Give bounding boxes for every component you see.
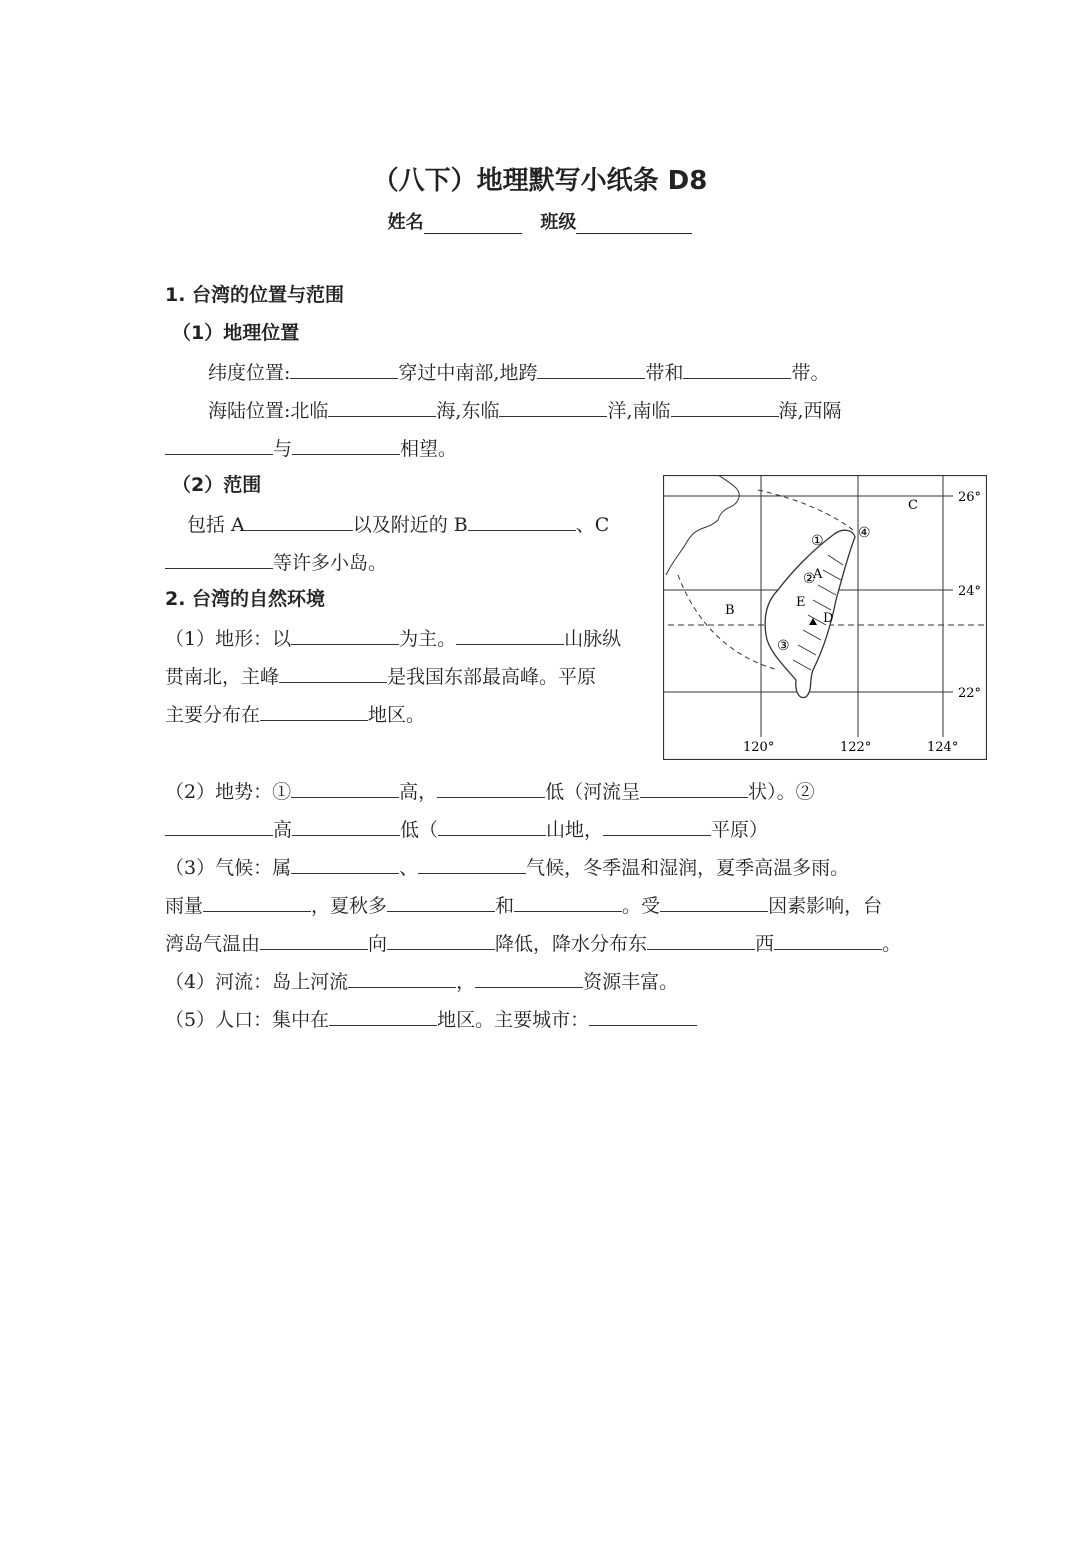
line-text: 高， xyxy=(399,781,438,803)
fill-in-blank[interactable] xyxy=(683,356,791,379)
class-label: 班级 xyxy=(540,212,577,233)
fill-in-blank[interactable] xyxy=(647,927,755,950)
name-label: 姓名 xyxy=(387,212,424,233)
line-text: 与 xyxy=(273,438,293,460)
fill-in-blank[interactable] xyxy=(660,889,768,912)
line-text: （5）人口：集中在 xyxy=(165,1009,330,1031)
line-text: 带和 xyxy=(645,362,684,384)
fill-in-blank[interactable] xyxy=(774,927,882,950)
line-text: 洋,南临 xyxy=(607,400,671,422)
taiwan-map xyxy=(663,475,987,760)
fill-in-blank[interactable] xyxy=(387,889,495,912)
name-class-row xyxy=(0,208,1080,234)
line-text: 气候，冬季温和湿润，夏季高温多雨。 xyxy=(526,857,850,879)
worksheet-line xyxy=(165,927,901,957)
line-text: （1）地形：以 xyxy=(165,628,292,650)
fill-in-blank[interactable] xyxy=(165,813,273,836)
line-text: 带。 xyxy=(791,362,830,384)
line-text: 为主。 xyxy=(399,628,457,650)
fill-in-blank[interactable] xyxy=(671,394,779,417)
line-text: 降低，降水分布东 xyxy=(495,933,648,955)
line-text: 海,西隔 xyxy=(778,400,842,422)
fill-in-blank[interactable] xyxy=(603,813,711,836)
worksheet-line xyxy=(165,698,425,728)
fill-in-blank[interactable] xyxy=(514,889,622,912)
fill-in-blank[interactable] xyxy=(328,394,436,417)
fill-in-blank[interactable] xyxy=(245,508,353,531)
line-text: 。 xyxy=(882,933,902,955)
fill-in-blank[interactable] xyxy=(438,813,546,836)
fill-in-blank[interactable] xyxy=(640,775,748,798)
line-text: 低（ xyxy=(400,819,439,841)
class-field[interactable] xyxy=(576,213,692,234)
line-text: 等许多小岛。 xyxy=(273,552,388,574)
line-text: 湾岛气温由 xyxy=(165,933,261,955)
line-text: 西 xyxy=(755,933,775,955)
lat-26: 26° xyxy=(958,490,982,505)
line-text: （1）地理位置 xyxy=(172,322,300,344)
lon-120: 120° xyxy=(743,740,775,755)
line-text: 包括 A xyxy=(187,514,245,536)
line-text: 相望。 xyxy=(400,438,458,460)
fill-in-blank[interactable] xyxy=(292,813,400,836)
marker-4: ④ xyxy=(858,525,871,541)
line-text: 。受 xyxy=(622,895,661,917)
label-D: D xyxy=(823,611,834,626)
worksheet-line xyxy=(165,584,325,614)
line-text: 平原） xyxy=(711,819,769,841)
fill-in-blank[interactable] xyxy=(165,432,273,455)
fill-in-blank[interactable] xyxy=(292,432,400,455)
fill-in-blank[interactable] xyxy=(260,698,368,721)
line-text: 海陆位置:北临 xyxy=(208,400,329,422)
line-text: （2）地势：① xyxy=(165,781,292,803)
fill-in-blank[interactable] xyxy=(537,356,645,379)
line-text: 纬度位置: xyxy=(208,362,291,384)
label-E: E xyxy=(796,595,806,610)
line-text: 2. 台湾的自然环境 xyxy=(165,588,326,610)
worksheet-line xyxy=(165,280,344,310)
fill-in-blank[interactable] xyxy=(456,622,564,645)
worksheet-line xyxy=(172,470,261,500)
worksheet-line xyxy=(208,356,829,386)
lat-24: 24° xyxy=(958,584,982,599)
label-A: A xyxy=(813,567,823,582)
fill-in-blank[interactable] xyxy=(348,965,456,988)
worksheet-line xyxy=(165,622,621,652)
fill-in-blank[interactable] xyxy=(260,927,368,950)
fill-in-blank[interactable] xyxy=(589,1003,697,1026)
line-text: 是我国东部最高峰。平原 xyxy=(387,666,597,688)
marker-1: ① xyxy=(811,533,824,549)
worksheet-line xyxy=(165,851,849,881)
line-text: 山地， xyxy=(546,819,604,841)
worksheet-line xyxy=(165,965,678,995)
worksheet-line xyxy=(165,1003,697,1033)
line-text: 高 xyxy=(273,819,293,841)
line-text: 主要分布在 xyxy=(165,704,261,726)
label-C: C xyxy=(908,498,918,513)
fill-in-blank[interactable] xyxy=(418,851,526,874)
line-text: 贯南北，主峰 xyxy=(165,666,280,688)
worksheet-line xyxy=(172,318,299,348)
fill-in-blank[interactable] xyxy=(203,889,311,912)
line-text: 以及附近的 B xyxy=(352,514,468,536)
line-text: 向 xyxy=(368,933,388,955)
line-text: （3）气候：属 xyxy=(165,857,292,879)
worksheet-line xyxy=(165,889,882,919)
worksheet-line xyxy=(187,508,609,538)
fill-in-blank[interactable] xyxy=(437,775,545,798)
fill-in-blank[interactable] xyxy=(468,508,576,531)
line-text: 雨量 xyxy=(165,895,204,917)
line-text: （4）河流：岛上河流 xyxy=(165,971,349,993)
line-text: 、 xyxy=(399,857,419,879)
fill-in-blank[interactable] xyxy=(499,394,607,417)
line-text: ，夏秋多 xyxy=(311,895,388,917)
line-text: 山脉纵 xyxy=(564,628,622,650)
line-text: 地区。 xyxy=(368,704,426,726)
line-text: 因素影响，台 xyxy=(768,895,883,917)
taiwan-island xyxy=(765,530,855,697)
label-B: B xyxy=(725,603,735,618)
worksheet-line xyxy=(165,432,457,462)
worksheet-line xyxy=(208,394,842,424)
fill-in-blank[interactable] xyxy=(291,775,399,798)
fill-in-blank[interactable] xyxy=(290,356,398,379)
line-text: 状）。② xyxy=(748,781,815,803)
mainland-coast xyxy=(666,475,739,575)
line-text: 海,东临 xyxy=(436,400,500,422)
fill-in-blank[interactable] xyxy=(475,965,583,988)
line-text: 资源丰富。 xyxy=(583,971,679,993)
page-title: （八下）地理默写小纸条 D8 xyxy=(372,166,708,196)
lon-124: 124° xyxy=(927,740,959,755)
lon-122: 122° xyxy=(840,740,872,755)
line-text: 和 xyxy=(495,895,515,917)
name-field[interactable] xyxy=(424,213,522,234)
line-text: 、C xyxy=(575,514,610,536)
marker-3: ③ xyxy=(777,638,790,654)
fill-in-blank[interactable] xyxy=(291,851,399,874)
worksheet-line xyxy=(165,813,768,843)
lat-22: 22° xyxy=(958,686,982,701)
line-text: ， xyxy=(456,971,476,993)
line-text: 低（河流呈 xyxy=(545,781,641,803)
line-text: 穿过中南部,地跨 xyxy=(398,362,538,384)
line-text: 地区。主要城市： xyxy=(437,1009,590,1031)
worksheet-line xyxy=(165,660,596,690)
fill-in-blank[interactable] xyxy=(279,660,387,683)
line-text: （2）范围 xyxy=(172,474,262,496)
marker-2: ② xyxy=(803,571,816,587)
worksheet-line xyxy=(165,775,815,805)
fill-in-blank[interactable] xyxy=(165,546,273,569)
fill-in-blank[interactable] xyxy=(329,1003,437,1026)
worksheet-line xyxy=(165,546,387,576)
fill-in-blank[interactable] xyxy=(387,927,495,950)
fill-in-blank[interactable] xyxy=(291,622,399,645)
line-text: 1. 台湾的位置与范围 xyxy=(165,284,345,306)
